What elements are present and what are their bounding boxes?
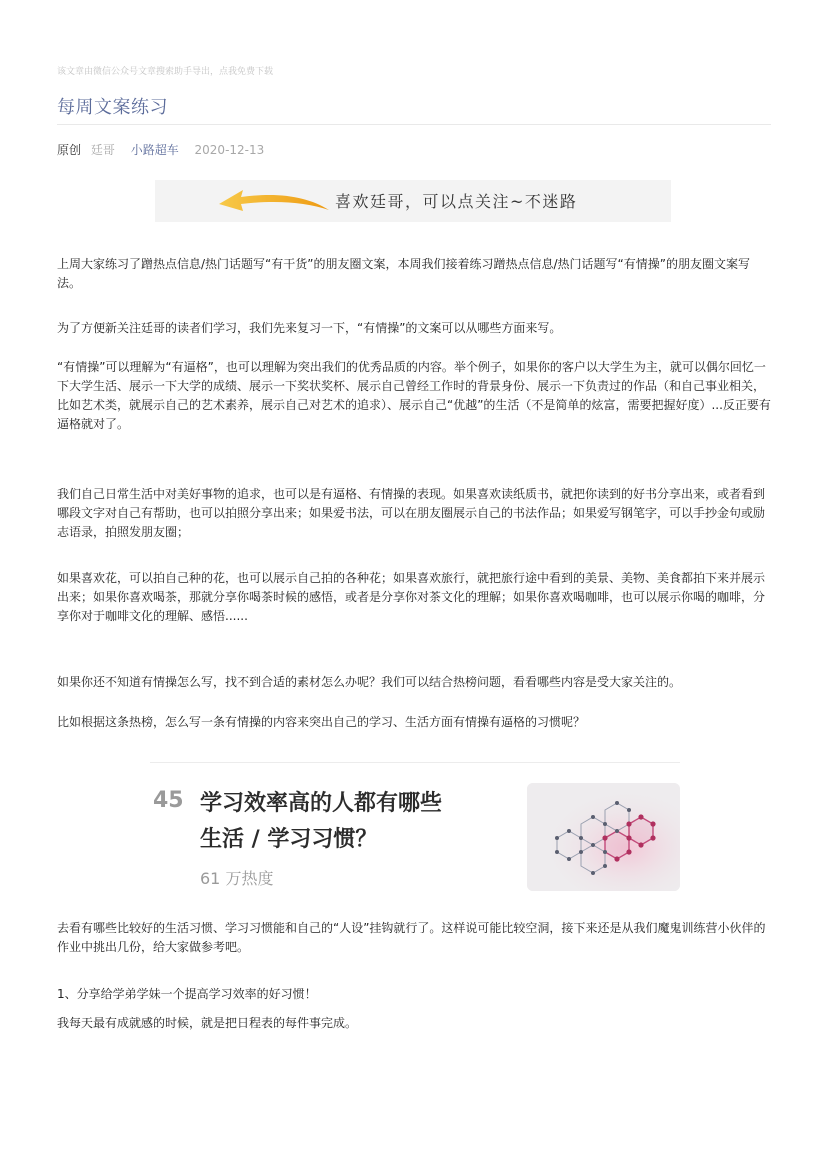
export-notice-link[interactable]: 该文章由微信公众号文章搜索助手导出，点我免费下载 <box>57 67 274 77</box>
banner-text: 喜欢廷哥，可以点关注~不迷路 <box>335 192 578 211</box>
article-title: 每周文案练习 <box>57 97 168 118</box>
paragraph: 去看有哪些比较好的生活习惯、学习习惯能和自己的“人设”挂钩就行了。这样说可能比较空洞，接下来还是从我们魔鬼训练营小伙伴的作业中挑出几份，给大家做参考吧。 <box>57 921 766 954</box>
paragraph: 为了方便新关注廷哥的读者们学习，我们先来复习一下，“有情操”的文案可以从哪些方面来写。 <box>57 321 562 335</box>
curved-arrow-icon <box>217 180 337 222</box>
hot-list-screenshot <box>150 762 680 892</box>
molecule-structure-icon <box>527 783 680 891</box>
paragraph: 我们自己日常生活中对美好事物的追求，也可以是有逼格、有情操的表现。如果喜欢读纸质书，就把你读到的好书分享出来，或者看到哪段文字对自己有帮助，也可以拍照分享出来；如果爱书法，可以在朋友圈展示自己的书法作品；如果爱写钢笔字，可以手抄金句或励志语录，拍照发朋友圈； <box>57 487 766 539</box>
paragraph: 上周大家练习了蹭热点信息/热门话题写“有干货”的朋友圈文案，本周我们接着练习蹭热点信息/热门话题写“有情操”的朋友圈文案写法。 <box>57 257 750 290</box>
hot-question-line1: 学习效率高的人都有哪些 <box>200 791 443 816</box>
article-meta <box>57 141 264 158</box>
hot-question-line2: 生活 / 学习习惯？ <box>200 827 378 852</box>
paragraph: 我每天最有成就感的时候，就是把日程表的每件事完成。 <box>57 1016 358 1030</box>
paragraph: “有情操”可以理解为“有逼格”，也可以理解为突出我们的优秀品质的内容。举个例子，如果你的客户以大学生为主，就可以偶尔回忆一下大学生活、展示一下大学的成绩、展示一下奖状奖杯、展示自己曾经工作时的背景身份、展示一下负责过的作品（和自己事业相关，比如艺术类，就展示自己的艺术素养，展示自己对艺术的追求）、展示自己“优越”的生活（不是简单的炫富，需要把握好度）...反正要有逼格就对了。 <box>57 360 771 431</box>
original-tag: 原创 <box>57 143 82 157</box>
hot-heat: 61 万热度 <box>200 869 274 888</box>
paragraph: 如果你还不知道有情操怎么写，找不到合适的素材怎么办呢？我们可以结合热榜问题，看看哪些内容是受大家关注的。 <box>57 675 682 689</box>
numbered-heading: 1、分享给学弟学妹一个提高学习效率的好习惯！ <box>57 987 317 1001</box>
paragraph: 如果喜欢花，可以拍自己种的花，也可以展示自己拍的各种花；如果喜欢旅行，就把旅行途中看到的美景、美物、美食都拍下来并展示出来；如果你喜欢喝茶，那就分享你喝茶时候的感悟，或者是分享你对茶文化的理解；如果你喜欢喝咖啡，也可以展示你喝的咖啡，分享你对于咖啡文化的理解、感悟...... <box>57 571 766 623</box>
title-divider <box>57 124 771 125</box>
hot-divider <box>150 762 680 763</box>
account-link[interactable]: 小路超车 <box>130 143 179 157</box>
hot-rank: 45 <box>153 788 184 813</box>
molecule-thumbnail-image <box>527 783 680 891</box>
follow-banner-image <box>155 180 671 222</box>
publish-date: 2020-12-13 <box>194 143 265 157</box>
author-name: 廷哥 <box>90 143 115 157</box>
paragraph: 比如根据这条热榜，怎么写一条有情操的内容来突出自己的学习、生活方面有情操有逼格的习惯呢？ <box>57 715 586 729</box>
